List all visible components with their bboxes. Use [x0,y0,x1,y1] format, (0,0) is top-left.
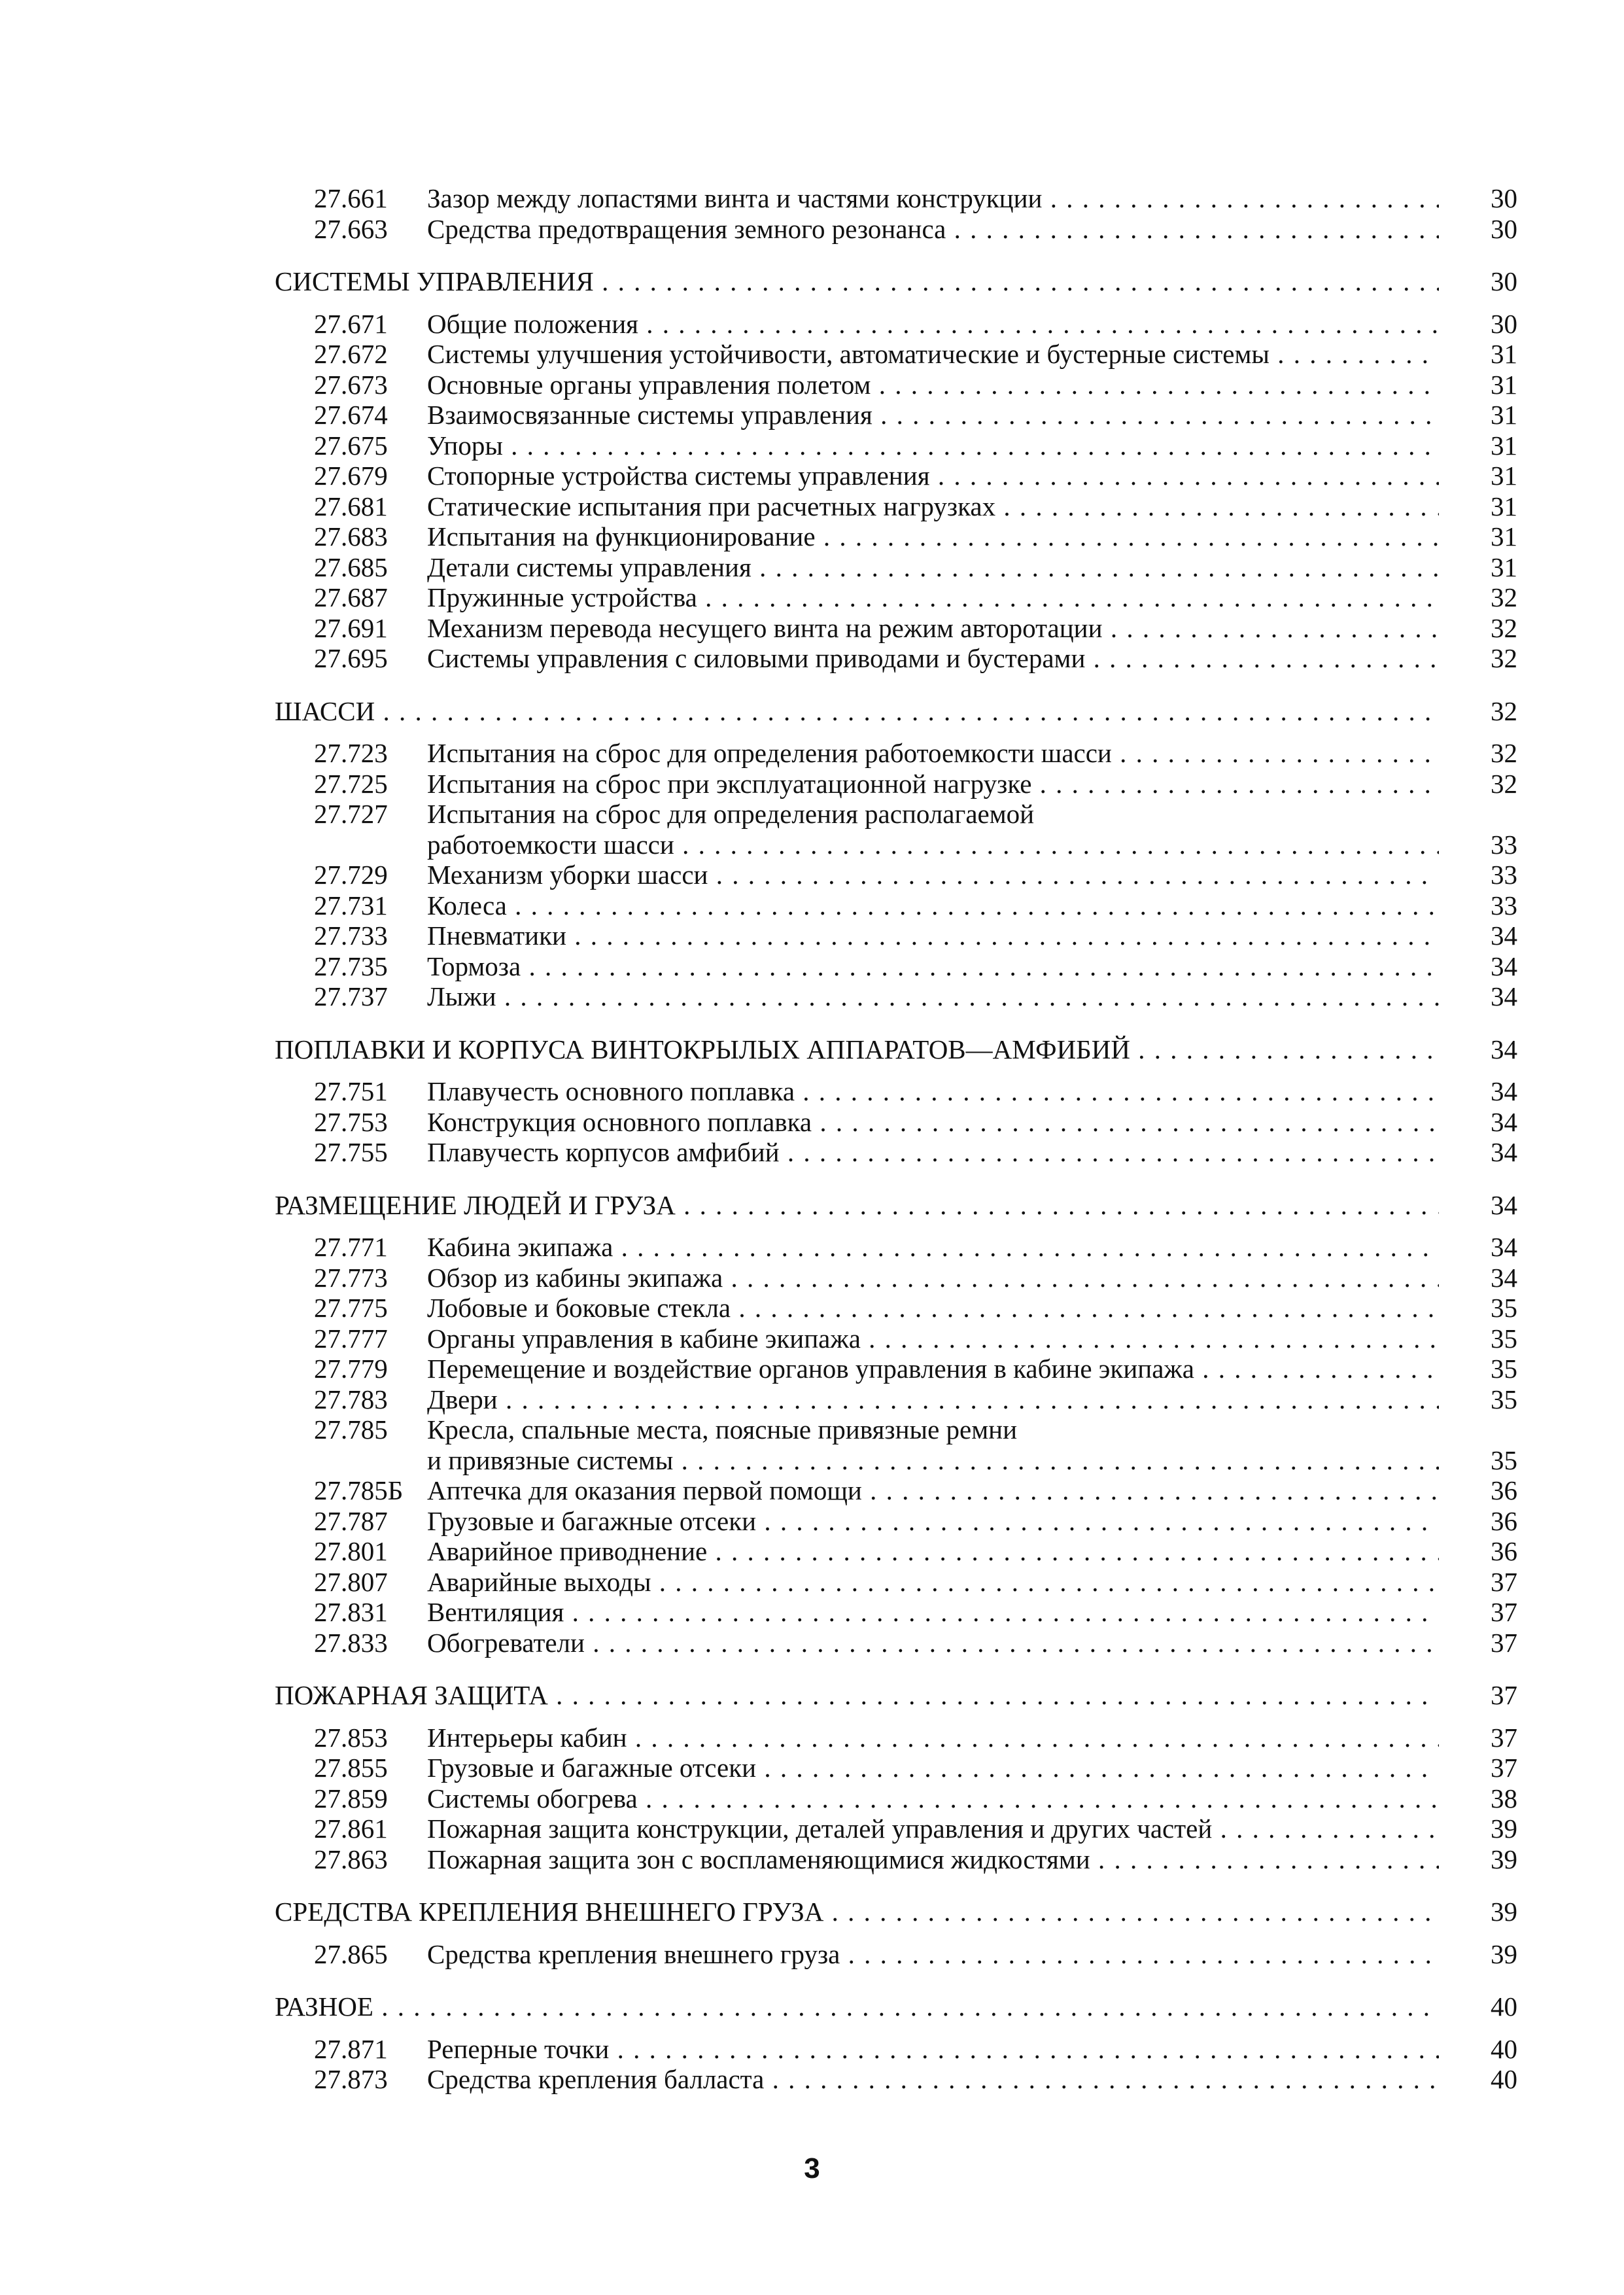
toc-page-number: 31 [1491,461,1517,491]
toc-page-number: 37 [1491,1597,1517,1627]
toc-page-number: 31 [1491,400,1517,430]
toc-entry-row [275,1232,1517,1263]
toc-entry-row [275,339,1517,370]
toc-page-number: 30 [1491,308,1517,339]
toc-entry-title: Обзор из кабины экипажа . . . [427,1263,1439,1293]
toc-entry-row [275,491,1517,522]
toc-entry-row [275,1723,1517,1753]
toc-entry-number: 27.691 [314,612,388,643]
toc-entry-number: 27.779 [314,1354,388,1384]
toc-entry-row [275,613,1517,644]
toc-entry-row [275,521,1517,552]
toc-entry-row [275,830,1517,860]
toc-page-number: 37 [1491,1753,1517,1783]
toc-entry-row [275,1813,1517,1844]
toc-entry-row [275,309,1517,340]
toc-entry-title: Механизм уборки шасси . . . [427,860,1439,890]
page-number: 3 [804,2152,820,2184]
toc-entry-title: Испытания на функционирование . . . [427,521,1439,552]
toc-page-number: 36 [1491,1536,1517,1566]
toc-page-number: 39 [1491,1813,1517,1844]
toc-entry-row [275,1939,1517,1970]
toc-entry-number: 27.873 [314,2064,388,2094]
toc-entry-row [275,1384,1517,1415]
toc-page-number: 34 [1491,920,1517,951]
toc-entry-title: Грузовые и багажные отсеки . . . [427,1753,1439,1783]
toc-entry-number: 27.681 [314,491,388,521]
toc-entry-row [275,1783,1517,1814]
toc-entry-row [275,552,1517,583]
toc-entry-title: Общие положения . . . [427,309,1439,340]
toc-entry-number: 27.833 [314,1627,388,1658]
toc-page-number: 34 [1491,1034,1517,1064]
toc-entry-number: 27.801 [314,1536,388,1566]
toc-entry-title: Статические испытания при расчетных нагрузках . . . [427,491,1439,522]
toc-entry-number: 27.663 [314,213,388,244]
toc-page-number: 33 [1491,829,1517,860]
toc-page-number: 30 [1491,266,1517,296]
toc-entry-row [275,400,1517,430]
toc-entry-title: Реперные точки . . . [427,2034,1439,2065]
toc-entry-title: Испытания на сброс при эксплуатационной нагрузке . . . [427,769,1439,799]
toc-entry-number: 27.661 [314,183,388,213]
toc-entry-number: 27.733 [314,920,388,951]
toc-page-number: 35 [1491,1445,1517,1475]
toc-entry-number: 27.683 [314,521,388,552]
toc-entry-title: Кресла, спальные места, поясные привязные ремни [427,1414,1018,1445]
toc-entry-row [275,1263,1517,1293]
toc-page-number: 30 [1491,183,1517,213]
toc-page-number: 40 [1491,1991,1517,2022]
toc-entry-row [275,430,1517,461]
toc-section-row [275,1034,1517,1065]
toc-entry-number: 27.871 [314,2033,388,2064]
toc-entry-number: 27.777 [314,1323,388,1354]
toc-entry-row [275,1354,1517,1384]
toc-entry-title: и привязные системы . . . [427,1445,1439,1476]
toc-entry-row [275,2034,1517,2065]
toc-entry-number: 27.753 [314,1106,388,1137]
toc-entry-row [275,214,1517,245]
toc-entry-title: Кабина экипажа . . . [427,1232,1439,1263]
toc-entry-row [275,1536,1517,1567]
toc-entry-row [275,1597,1517,1628]
toc-entry-row [275,1475,1517,1506]
toc-entry-number: 27.731 [314,890,388,920]
toc-entry-number: 27.671 [314,308,388,339]
toc-entry-title: Основные органы управления полетом . . . [427,370,1439,400]
toc-page-number: 39 [1491,1938,1517,1969]
toc-section-row [275,1897,1517,1927]
toc-page-number: 35 [1491,1323,1517,1354]
toc-entry-title: Плавучесть корпусов амфибий . . . [427,1137,1439,1168]
toc-page-number: 31 [1491,339,1517,369]
toc-page-number: 37 [1491,1722,1517,1753]
toc-entry-number: 27.785 [314,1414,388,1445]
toc-entry-title: Конструкция основного поплавка . . . [427,1107,1439,1138]
toc-entry-row [275,461,1517,491]
toc-section-row [275,1190,1517,1221]
toc-entry-row [275,920,1517,951]
toc-entry-row [275,860,1517,890]
toc-entry-row [275,1844,1517,1875]
toc-entry-row [275,738,1517,769]
toc-page-number: 39 [1491,1897,1517,1927]
toc-entry-title: Испытания на сброс для определения работоемкости шасси . . . [427,738,1439,769]
toc-page-number: 32 [1491,695,1517,726]
toc-entry-row [275,981,1517,1012]
toc-entry-row [275,1506,1517,1537]
toc-entry-title: Обогреватели . . . [427,1628,1439,1658]
toc-entry-title: Системы улучшения устойчивости, автоматические и бустерные системы . . . [427,339,1439,370]
toc-entry-number: 27.751 [314,1076,388,1106]
toc-entry-number: 27.675 [314,430,388,461]
toc-page-number: 36 [1491,1475,1517,1505]
toc-page-number: 35 [1491,1354,1517,1384]
toc-entry-number: 27.783 [314,1384,388,1414]
toc-entry-number: 27.787 [314,1505,388,1536]
toc-entry-title: Вентиляция . . . [427,1597,1439,1628]
toc-section-row [275,1680,1517,1711]
toc-entry-number: 27.725 [314,768,388,799]
toc-entry-title: Стопорные устройства системы управления . . . [427,461,1439,491]
toc-page-number: 32 [1491,768,1517,799]
toc-page-number: 34 [1491,1262,1517,1293]
toc-entry-number: 27.737 [314,981,388,1011]
toc-page-number: 36 [1491,1505,1517,1536]
toc-entry-row [275,370,1517,400]
toc-page-number: 33 [1491,860,1517,890]
toc-section-title: ПОПЛАВКИ И КОРПУСА ВИНТОКРЫЛЫХ АППАРАТОВ—АМФИБИЙ . . . [275,1034,1439,1065]
toc-entry-row [275,643,1517,674]
toc-page-number: 30 [1491,213,1517,244]
toc-entry-number: 27.773 [314,1262,388,1293]
toc-entry-title: Механизм перевода несущего винта на режим авторотации . . . [427,613,1439,644]
toc-entry-number: 27.831 [314,1597,388,1627]
toc-page-number: 34 [1491,981,1517,1011]
toc-entry-title: Взаимосвязанные системы управления . . . [427,400,1439,430]
toc-entry-row [275,1137,1517,1168]
toc-entry-row [275,582,1517,613]
toc-page-number: 34 [1491,951,1517,981]
toc-page-number: 32 [1491,738,1517,768]
toc-entry-title: Плавучесть основного поплавка . . . [427,1076,1439,1107]
toc-entry-title: Пожарная защита конструкции, деталей управления и других частей . . . [427,1813,1439,1844]
toc-entry-title: Системы управления с силовыми приводами и бустерами . . . [427,643,1439,674]
toc-entry-number: 27.679 [314,461,388,491]
toc-entry-title: Тормоза . . . [427,951,1439,982]
toc-page-number: 40 [1491,2033,1517,2064]
toc-page-number: 34 [1491,1106,1517,1137]
toc-section-title: РАЗМЕЩЕНИЕ ЛЮДЕЙ И ГРУЗА . . . [275,1190,1439,1221]
toc-entry-row [275,799,1517,830]
toc-entry-number: 27.863 [314,1844,388,1874]
toc-entry-row [275,951,1517,982]
toc-entry-row [275,1107,1517,1138]
toc-page-number: 31 [1491,552,1517,582]
toc-page-number: 37 [1491,1680,1517,1710]
toc-entry-number: 27.672 [314,339,388,369]
toc-entry-row [275,2064,1517,2095]
toc-entry-row [275,1293,1517,1323]
toc-entry-number: 27.855 [314,1753,388,1783]
toc-page-number: 32 [1491,643,1517,673]
toc-page-number: 39 [1491,1844,1517,1874]
toc-entry-row [275,1753,1517,1783]
toc-entry-title: Интерьеры кабин . . . [427,1723,1439,1753]
toc-entry-title: Средства крепления балласта . . . [427,2064,1439,2095]
toc-entry-number: 27.861 [314,1813,388,1844]
toc-entry-title: Аварийное приводнение . . . [427,1536,1439,1567]
toc-page-number: 31 [1491,491,1517,521]
toc-entry-number: 27.735 [314,951,388,981]
toc-entry-number: 27.687 [314,582,388,612]
toc-entry-title: Органы управления в кабине экипажа . . . [427,1323,1439,1354]
toc-entry-number: 27.771 [314,1232,388,1262]
toc-entry-number: 27.729 [314,860,388,890]
toc-entry-number: 27.785Б [314,1475,404,1505]
toc-entry-title: Двери . . . [427,1384,1439,1415]
toc-page-number: 32 [1491,582,1517,612]
toc-page-number: 31 [1491,521,1517,552]
toc-entry-number: 27.807 [314,1566,388,1597]
toc-page-number: 38 [1491,1783,1517,1813]
toc-page-number: 40 [1491,2064,1517,2094]
toc-entry-title: Средства крепления внешнего груза . . . [427,1939,1439,1970]
toc-entry-number: 27.723 [314,738,388,768]
toc-entry-row [275,1567,1517,1598]
toc-section-title: ШАССИ . . . [275,696,1439,727]
toc-entry-number: 27.674 [314,400,388,430]
toc-entry-number: 27.865 [314,1938,388,1969]
toc-page-number: 31 [1491,430,1517,461]
toc-entry-title: Системы обогрева . . . [427,1783,1439,1814]
toc-entry-title: Аптечка для оказания первой помощи . . . [427,1475,1439,1506]
toc-section-title: СИСТЕМЫ УПРАВЛЕНИЯ . . . [275,266,1439,297]
toc-section-title: РАЗНОЕ . . . [275,1991,1439,2022]
toc-entry-title: Перемещение и воздействие органов управления в кабине экипажа . . . [427,1354,1439,1384]
toc-entry-row [275,769,1517,799]
toc-entry-title: Пожарная защита зон с воспламеняющимися жидкостями . . . [427,1844,1439,1875]
toc-section-row [275,696,1517,727]
toc-entry-row [275,1323,1517,1354]
toc-entry-number: 27.853 [314,1722,388,1753]
toc-entry-title: работоемкости шасси . . . [427,830,1439,860]
toc-entry-title: Аварийные выходы . . . [427,1567,1439,1598]
toc-page-number: 34 [1491,1232,1517,1262]
toc-entry-number: 27.775 [314,1293,388,1323]
toc-entry-title: Грузовые и багажные отсеки . . . [427,1506,1439,1537]
toc-entry-row [275,1628,1517,1658]
toc-entry-title: Упоры . . . [427,430,1439,461]
toc-page-number: 34 [1491,1189,1517,1220]
toc-entry-row [275,1445,1517,1476]
toc-section-row [275,1991,1517,2022]
toc-entry-row [275,183,1517,214]
toc-entry-title: Зазор между лопастями винта и частями конструкции . . . [427,183,1439,214]
toc-entry-number: 27.695 [314,643,388,673]
toc-entry-title: Пневматики . . . [427,920,1439,951]
toc-page-number: 37 [1491,1566,1517,1597]
toc-entry-row [275,1414,1517,1445]
toc-section-title: ПОЖАРНАЯ ЗАЩИТА . . . [275,1680,1439,1711]
toc-section-title: СРЕДСТВА КРЕПЛЕНИЯ ВНЕШНЕГО ГРУЗА . . . [275,1897,1439,1927]
toc-entry-number: 27.685 [314,552,388,582]
toc-entry-title: Детали системы управления . . . [427,552,1439,583]
toc-page-number: 34 [1491,1076,1517,1106]
toc-page-number: 35 [1491,1293,1517,1323]
toc-entry-title: Пружинные устройства . . . [427,582,1439,613]
toc-entry-number: 27.727 [314,799,388,829]
toc-page-number: 31 [1491,369,1517,400]
toc-entry-title: Средства предотвращения земного резонанса . . . [427,214,1439,245]
toc-page-number: 34 [1491,1137,1517,1167]
toc-entry-number: 27.755 [314,1137,388,1167]
toc-page-number: 32 [1491,612,1517,643]
toc-page-number: 35 [1491,1384,1517,1414]
toc-entry-number: 27.859 [314,1783,388,1813]
toc-entry-title: Испытания на сброс для определения располагаемой [427,799,1035,829]
toc-page-number: 37 [1491,1627,1517,1658]
toc-entry-row [275,1076,1517,1107]
toc-page-number: 33 [1491,890,1517,920]
toc-entry-row [275,890,1517,921]
toc-entry-title: Лобовые и боковые стекла . . . [427,1293,1439,1323]
toc-section-row [275,266,1517,297]
toc-entry-title: Лыжи . . . [427,981,1439,1012]
table-of-contents [275,183,1517,2095]
toc-entry-number: 27.673 [314,369,388,400]
toc-entry-title: Колеса . . . [427,890,1439,921]
